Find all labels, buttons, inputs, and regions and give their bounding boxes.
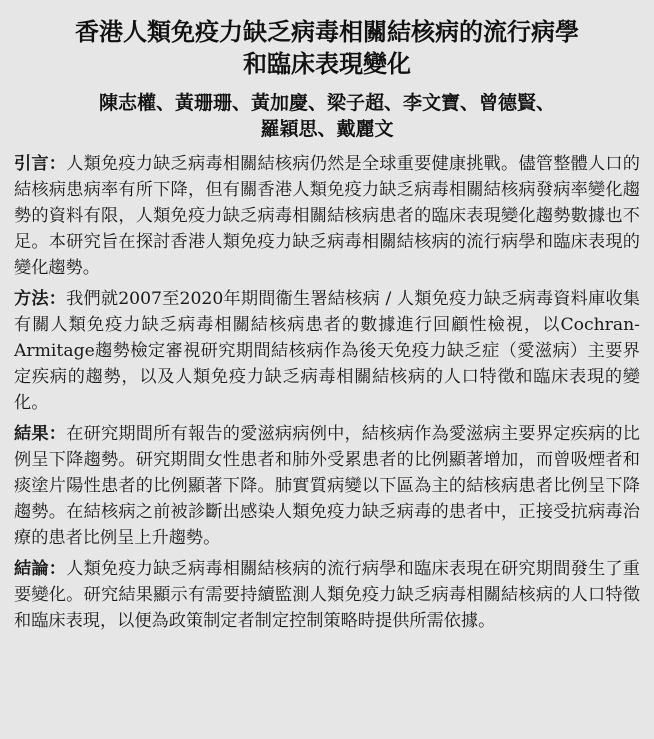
authors-line-1: 陳志權、黃珊珊、黃加慶、梁子超、李文寶、曾德賢、 — [98, 92, 555, 114]
paper-title — [14, 16, 640, 80]
section-label-introduction: 引言： — [14, 154, 67, 174]
title-line-1: 香港人類免疫力缺乏病毒相關結核病的流行病學 — [75, 18, 579, 46]
authors-line-2: 羅穎思、戴麗文 — [260, 118, 394, 140]
section-text-conclusion: 人類免疫力缺乏病毒相關結核病的流行病學和臨床表現在研究期間發生了重要變化。研究結果顯示有需要持續監測人類免疫力缺乏病毒相關結核病的人口特徵和臨床表現，以便為政策制定者制定控制策略時提供所需依據。 — [14, 559, 640, 631]
title-line-2: 和臨床表現變化 — [243, 50, 411, 78]
section-conclusion — [14, 556, 640, 634]
section-introduction — [14, 151, 640, 281]
author-list — [14, 90, 640, 142]
section-label-results: 結果： — [14, 424, 67, 444]
abstract-body — [14, 151, 640, 634]
section-label-conclusion: 結論： — [14, 559, 67, 579]
section-text-methods: 我們就2007至2020年期間衞生署結核病 / 人類免疫力缺乏病毒資料庫收集有關人類免疫力缺乏病毒相關結核病患者的數據進行回顧性檢視，以Cochran-Armitage趨勢檢定審視研究期間結核病作為後天免疫力缺乏症（愛滋病）主要界定疾病的趨勢，以及人類免疫力缺乏病毒相關結核病的人口特徵和臨床表現的變化。 — [14, 289, 640, 413]
section-results — [14, 421, 640, 551]
section-methods — [14, 286, 640, 416]
section-label-methods: 方法： — [14, 289, 67, 309]
section-text-introduction: 人類免疫力缺乏病毒相關結核病仍然是全球重要健康挑戰。儘管整體人口的結核病患病率有所下降，但有關香港人類免疫力缺乏病毒相關結核病發病率變化趨勢的資料有限，人類免疫力缺乏病毒相關結核病患者的臨床表現變化趨勢數據也不足。本研究旨在探討香港人類免疫力缺乏病毒相關結核病的流行病學和臨床表現的變化趨勢。 — [14, 154, 640, 278]
section-text-results: 在研究期間所有報告的愛滋病病例中，結核病作為愛滋病主要界定疾病的比例呈下降趨勢。研究期間女性患者和肺外受累患者的比例顯著增加，而曾吸煙者和痰塗片陽性患者的比例顯著下降。肺實質病變以下區為主的結核病患者比例呈下降趨勢。在結核病之前被診斷出感染人類免疫力缺乏病毒的患者中，正接受抗病毒治療的患者比例呈上升趨勢。 — [14, 424, 640, 548]
